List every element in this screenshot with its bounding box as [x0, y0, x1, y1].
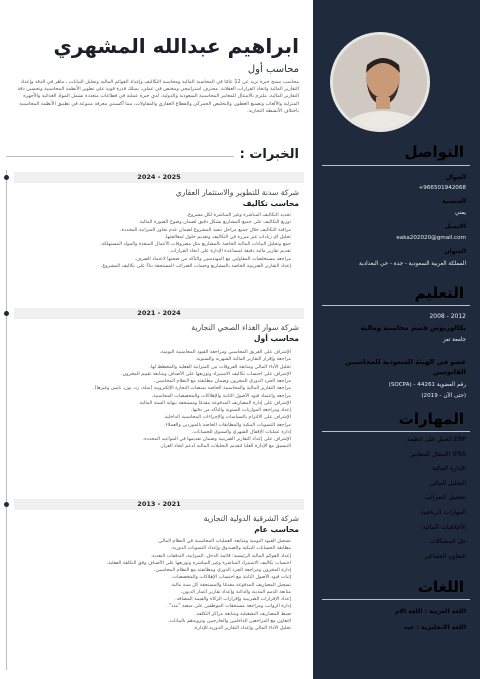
divider	[322, 165, 470, 166]
position-title: محاسب تكاليف	[242, 199, 299, 208]
job-period: 2021 - 2024	[14, 308, 304, 319]
list-item: • توزيع التكاليف على جميع المشاريع بشكل دقيق لضمان وضوح الصورة المالية.	[6, 219, 291, 226]
list-item: • إدارة عمليات الإقفال الشهري والسنوي للحسابات.	[6, 429, 291, 436]
divider	[6, 156, 234, 157]
company-name: شركة سدنة للتطوير والاستثمار العقاري	[175, 188, 299, 197]
address-label: العنوان	[444, 248, 466, 255]
divider	[322, 431, 470, 432]
nationality-label: الجنسية	[441, 198, 466, 205]
list-item: • مراجعة وإقرار التقارير المالية الشهرية والسنوية.	[6, 356, 291, 363]
education-date: 2008 - 2012	[429, 313, 466, 320]
list-item: • مراجعة واعتماد قيود الأصول الثابتة والإهلاكات والمخصصات المحاسبية.	[6, 393, 291, 400]
list-item: • احتساب تكاليف الاستيراد المباشرة وغير المباشرة وتوزيعها على الأصناف وفق التكلفة الفعلية.	[6, 560, 291, 567]
profile-summary: محاسب ممنح خبرة تزيد عن 12 عامًا في المحاسبة المالية ومحاسبة التكاليف وإعداد القوائم المالية وتحليل البيانات ، ماهر في الدقة وإعداد التقارير المالية واتخاذ القرارات العقلانة. محترف استراتيجي ومختص في عملي، يمتلك قدرة قوية على تطوير الأنظمة المحاسبية وتحسين دقة التقارير المالية، ملتزم بالامتثال للمعايير المحاسبية السعودية والدولية. لدي خبرة عملية في قطاعات متعددة تشمل المواد الغذائية والأجهزة المنزلية والألعاب وتصنيع العطور، والتخليص الجمركي والقطاع العقاري والمقاولات، مما أكسبني معرفة متنوعة في تطبيق الأنظمة المحاسبية باحتلاف الأنشطة التجارية.	[17, 79, 299, 114]
profile-photo	[330, 32, 430, 132]
list-item: • إعداد القوائم المالية الرئيسية: قائمة الدخل، الميزانية، التدفقات النقدية.	[6, 553, 291, 560]
list-item: • الإشراف على احتساب تكاليف الاستيراد وتوزيعها على الأصناف ومتابعة تقييم المخزون.	[6, 371, 291, 378]
skills-list	[407, 436, 466, 567]
language-english: اللغة الانجليزية : جيد	[403, 624, 466, 631]
company-name: شركة سوار الغذاء الصحي التجارية	[191, 323, 299, 332]
company-name: شركة الشرقية الدولية التجارية	[203, 514, 299, 523]
timeline-dot	[4, 311, 9, 316]
skills-heading: المهارات	[398, 410, 464, 428]
membership-years: (2019 - حتى الآن)	[421, 393, 466, 399]
timeline-dot	[4, 502, 9, 507]
list-item: • تحليل أي زيادات غير مبررة في التكاليف وتقديم حلول لمعالجتها.	[6, 234, 291, 241]
list-item: • إدارة المخزون ومراجعة الجرد الدوري ومطابقته مع النظام المحاسبي.	[6, 567, 291, 574]
job-period: 2024 - 2025	[14, 172, 304, 183]
address-value: المملكة العربية السعودية - جدة - حي البغدادية	[359, 261, 466, 267]
job-period: 2013 - 2021	[14, 499, 304, 510]
list-item: • مطابقة الحسابات البنكية والصندوق وإعداد التسويات الدورية.	[6, 545, 291, 552]
list-item: • الإشراف على إعداد التقارير الضريبية وضمان تقديمها في المواعيد المحددة.	[6, 436, 291, 443]
email-label: الايميل	[444, 223, 466, 230]
email-value[interactable]: eaka202020@gmail.com	[396, 235, 466, 241]
skill-item: الإدارة المالية	[431, 465, 466, 473]
list-item: • إعداد التقارير الضريبية الخاصة بالمشاريع وحساب الضرائب المستحقة بناءً على تكاليف المشروع.	[6, 263, 291, 270]
skill-item: المهارات الرياضية	[420, 508, 466, 516]
list-item: • تحديد التكاليف المباشرة وغير المباشرة لكل مشروع.	[6, 212, 291, 219]
duties-list	[6, 349, 299, 451]
list-item: • إعداد ومراجعة الموازنات السنوية والتأكد من دقتها.	[6, 407, 291, 414]
experience-heading: الخبرات :	[239, 147, 299, 162]
position-title: محاسب عام	[254, 525, 299, 534]
full-name: ابراهيم عبدالله المشهري	[53, 34, 299, 58]
skill-item: الأخلاقيات المالية	[422, 523, 466, 531]
list-item: • التنسيق مع الإدارة العليا لتقديم التحليلات المالية لدعم اتخاذ القرار.	[6, 443, 291, 450]
list-item: • مراجعة مستخلصات المقاولين مع المهندسين والتأكد من صحتها لاعتماد الصرف.	[6, 256, 291, 263]
list-item: • تسجيل المصاريف المدفوعة مقدمًا والمستحقة كل سنة مالية.	[6, 582, 291, 589]
list-item: • الإشراف على الفريق المحاسبي ومراجعة القيود المحاسبية اليومية.	[6, 349, 291, 356]
skill-item: التعاون الجماعي	[424, 552, 466, 560]
list-item: • ضبط المصاريف التشغيلية ومتابعة مراكز التكلفة.	[6, 611, 291, 618]
degree-title: بكالوريوس قسم محاسبة ومالية	[360, 324, 466, 332]
timeline-dot	[4, 175, 9, 180]
list-item: • متابعة الذمم المدينة والدائنة وإعداد تقارير أعمار الديون.	[6, 589, 291, 596]
phone-value: +966501942068	[418, 185, 466, 191]
list-item: • مراجعة التسويات البنكية والمطابقات الخاصة بالموردين والعملاء.	[6, 422, 291, 429]
skill-item: تحصيل الضرائب	[424, 494, 466, 502]
list-item: • تحليل الأداء المالي ومتابعة الفروقات بين الميزانية الفعلية والمخطط لها.	[6, 364, 291, 371]
job-title: محاسب أول	[247, 64, 299, 75]
contact-heading: التواصل	[404, 143, 464, 161]
university-name: جامعة تعز	[443, 337, 466, 343]
divider	[322, 305, 470, 306]
list-item: • مراقبة التكاليف خلال جميع مراحل تنفيذ المشروع لضمان عدم تجاوز الميزانية المحددة.	[6, 227, 291, 234]
list-item: • مراجعة التقارير المالية والمحاسبية الخاصة بمنصات التجارة الإلكترونية (سلة، زد، نون، نايس وغيرها).	[6, 385, 291, 392]
duties-list	[6, 212, 299, 270]
membership-detail: (SOCPA) - رقم العضوية 44261	[388, 382, 466, 388]
list-item: • تحليل الأداء المالي وإعداد التقارير الدورية للإدارة.	[6, 625, 291, 632]
list-item: • الإشراف على إدارة المصاريف المدفوعة مقدمًا ومستحقة بنهاية السنة المالية.	[6, 400, 291, 407]
list-item: • جمع وتحليل البيانات المالية الخاصة بالمشاريع مثل مصروفات الأعمال المنفذة والمواد المستهلكة.	[6, 241, 291, 248]
divider	[322, 599, 470, 600]
languages-heading: اللغات	[417, 578, 464, 596]
duties-list	[6, 538, 299, 632]
membership-title: عضو في الهيئة السعودية للمحاسبين القانونيين	[344, 358, 466, 376]
list-item: • الإشراف على الالتزام بالسياسات والإجراءات المحاسبية الداخلية.	[6, 414, 291, 421]
list-item: • التعاون مع المراجعين الداخليين والخارجيين وتزويدهم بالبيانات.	[6, 618, 291, 625]
nationality-value: يمني	[454, 210, 466, 216]
list-item: • إثبات قيود الأصول الثابتة مع احتساب الإهلاكات والمخصصات.	[6, 574, 291, 581]
position-title: محاسب أول	[253, 334, 299, 343]
phone-label: الجوال	[445, 174, 466, 181]
language-arabic: اللغة العربية : اللغة الام	[394, 608, 466, 615]
skill-item: العمل على انظمة ERP	[406, 436, 466, 443]
skill-item: التحليل المالي	[429, 479, 466, 487]
list-item: • مراجعة الجرد الدوري للمخزون وضمان مطابقته مع النظام المحاسبي.	[6, 378, 291, 385]
list-item: • إدارة الرواتب ومراجعة مستحقات الموظفين على منصة "مدد".	[6, 603, 291, 610]
list-item: • تقديم تقارير مالية دقيقة لمساعدة الإدارة على اتخاذ القرارات.	[6, 248, 291, 255]
education-heading: التعليم	[414, 284, 464, 302]
skill-item: الامتثال للمعايير IFRS	[410, 450, 466, 458]
list-item: • إعداد الإقرارات الضريبية وإقرارات الزكاة والقيمة المضافة.	[6, 596, 291, 603]
skill-item: حل المشكلات	[429, 538, 466, 546]
list-item: • تسجيل القيود اليومية ومتابعة العمليات المحاسبية في النظام المالي.	[6, 538, 291, 545]
